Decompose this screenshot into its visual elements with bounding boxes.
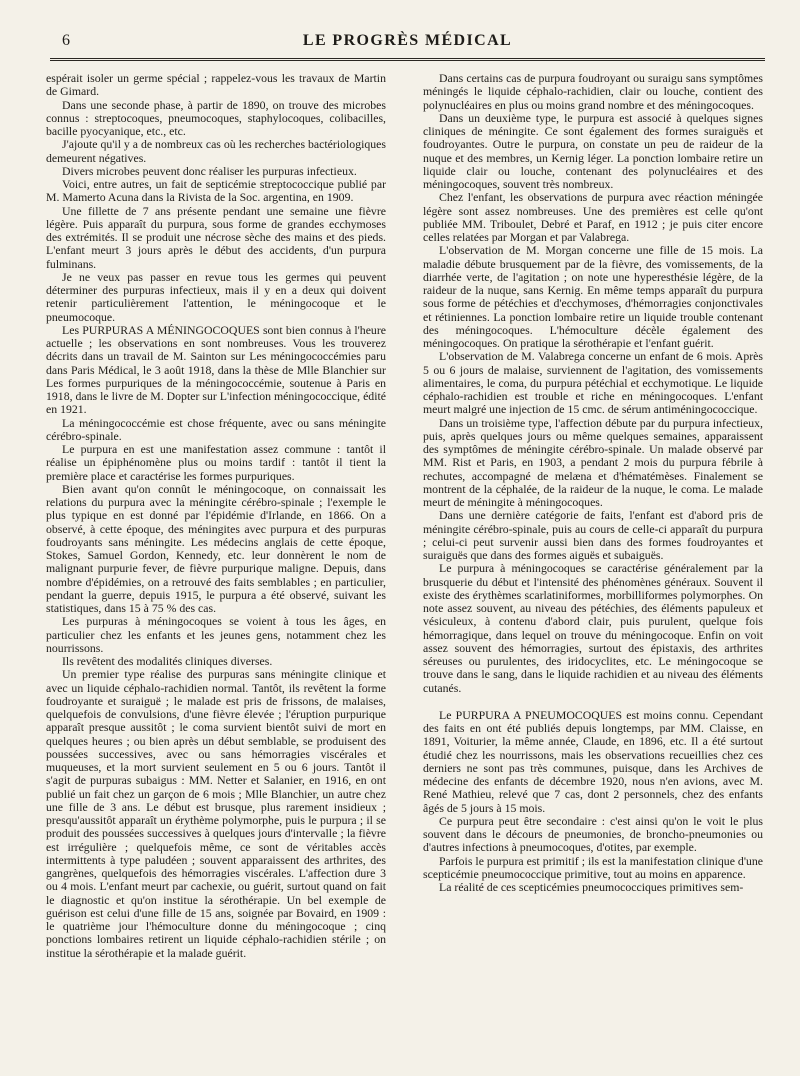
paragraph: Bien avant qu'on connût le méningocoque, on connaissait les relations du purpura avec la méningite cérébro-spinale ; l'exemple le plus typique en est donné par l'épidémie d'Irlande, en 1866. On a observé, à cette époque, des méningites avec purpura et des purpuras foudroyants sans méningite. Les médecins anglais de cette époque, Stokes, Samuel Gordon, Kennedy, etc. leur donnèrent le nom de malignant purpurie fever, de fièvre purpurique maligne. Depuis, dans nombre d'épidémies, on a retrouvé des faits semblables ; en particulier, pendant la guerre, depuis 1915, le purpura a été observé, suivant les statistiques, dans 15 à 75 % des cas.	[46, 481, 386, 615]
paragraph: Dans un troisième type, l'affection débute par du purpura infectieux, puis, après quelques jours ou même quelques semaines, apparaissent des symptômes de méningite cérébro-spinale. Un malade observé par MM. Rist et Paris, en 1903, a pendant 2 mois du purpura fébrile à rechutes, accompagné de melæna et d'hématémèses. Finalement se montrent de la céphalée, de la raideur de la nuque, le coma. Le malade meurt de méningite à méningocoques.	[423, 415, 763, 509]
paragraph: Voici, entre autres, un fait de septicémie streptococcique publié par M. Mamerto Acuna dans la Rivista de la Soc. argentina, en 1909.	[46, 177, 386, 205]
paragraph: L'observation de M. Morgan concerne une fille de 15 mois. La maladie débute brusquement par de la fièvre, des vomissements, de la diarrhée verte, de l'agitation ; on note une hyperesthésie légère, de la raideur de la nuque, sans Kernig. En même temps apparaît du purpura sous forme de pétéchies et d'ecchymoses, d'hémorragies conjonctivales et rétiniennes. La ponction lombaire retire un liquide trouble contenant des méningocoques. L'hémoculture décèle également des méningocoques. On pratique la sérothérapie et l'enfant guérit.	[423, 243, 763, 350]
journal-title: LE PROGRÈS MÉDICAL	[302, 32, 513, 49]
paragraph: La méningococcémie est chose fréquente, avec ou sans méningite cérébro-spinale.	[46, 415, 386, 443]
paragraph: Le purpura en est une manifestation assez commune : tantôt il réalise un épiphénomène plus ou moins tardif : tantôt il tient la première place et caractérise les formes purpuriques.	[46, 442, 386, 483]
paragraph: Dans certains cas de purpura foudroyant ou suraigu sans symptômes méningés le liquide céphalo-rachidien, clair ou louche, contient des polynucléaires en plus ou moins grand nombre et des méningocoques.	[423, 72, 763, 112]
paragraph: Dans une seconde phase, à partir de 1890, on trouve des microbes connus : streptocoques, pneumocoques, staphylocoques, colibacilles, bacille pyocyanique, etc., etc.	[46, 97, 386, 138]
paragraph: Une fillette de 7 ans présente pendant une semaine une fièvre légère. Puis apparaît du purpura, sous forme de grandes ecchymoses des extrémités. Il se produit une nécrose sèche des mains et des pieds. L'enfant meurt 3 jours après le début des accidents, d'un purpura fulminans.	[46, 203, 386, 271]
paragraph: Chez l'enfant, les observations de purpura avec réaction méningée légère sont assez nombreuses. Une des premières est celle qu'ont publiée MM. Triboulet, Debré et Paraf, en 1912 ; je puis citer encore celles relatées par Morgan et par Valabrega.	[423, 190, 763, 244]
paragraph: Ils revêtent des modalités cliniques diverses.	[62, 654, 273, 668]
paragraph: Le PURPURA A PNEUMOCOQUES est moins connu. Cependant des faits en ont été publiés depuis longtemps, par MM. Claisse, en 1891, Voiturier, la même année, Claude, en 1896, etc. Il a été surtout étudié chez les nourrissons, mais les observations recueillies chez ces derniers ne sont pas très communes, puisque, dans les Archives de médecine des enfants de décembre 1920, nous n'en avions, avec M. René Mathieu, relevé que 7 cas, dont 2 personnels, chez des enfants âgés de 5 jours à 15 mois.	[423, 707, 763, 815]
paragraph: Parfois le purpura est primitif ; ils est la manifestation clinique d'une scepticémie pneumococcique primitive, tout au moins en apparence.	[423, 853, 763, 881]
paragraph: Divers microbes peuvent donc réaliser les purpuras infectieux.	[62, 163, 357, 178]
page-number: 6	[62, 32, 70, 49]
paragraph: Ce purpura peut être secondaire : c'est ainsi qu'on le voit le plus souvent dans le décours de pneumonies, de broncho-pneumonies ou d'autres infections à pneumocoques, d'otites, par exemple.	[423, 813, 763, 855]
paragraph: Les purpuras à méningocoques se voient à tous les âges, en particulier chez les enfants et les jeunes gens, notamment chez les nourrissons.	[46, 614, 386, 655]
right-column	[423, 72, 763, 1062]
paragraph: La réalité de ces scepticémies pneumococciques primitives sem-	[439, 880, 744, 894]
left-column	[46, 72, 386, 1062]
paragraph: L'observation de M. Valabrega concerne un enfant de 6 mois. Après 5 ou 6 jours de malaise, surviennent de l'agitation, des vomissements alimentaires, le coma, du purpura pétéchial et ecchymotique. Le liquide céphalo-rachidien est trouble et riche en méningocoques. L'enfant meurt malgré une injection de 15 cmc. de sérum antiméningococcique.	[423, 349, 763, 417]
paragraph: J'ajoute qu'il y a de nombreux cas où les recherches bactériologiques demeurent négatives.	[46, 137, 386, 165]
paragraph: Dans un deuxième type, le purpura est associé à quelques signes cliniques de méningite. Ce sont également des formes suraiguës et foudroyantes. Outre le purpura, on constate un peu de raideur de la nuque et des membres, un Kernig léger. La ponction lombaire retire un liquide clair ou louche, contenant des polynucléaires et des méningocoques, souvent très nombreux.	[423, 110, 763, 191]
paragraph: Je ne veux pas passer en revue tous les germes qui peuvent déterminer des purpuras infectieux, mais il y en a deux qui doivent retenir particulièrement l'attention, le méningocoque et le pneumocoque.	[46, 269, 386, 324]
page-header	[50, 32, 765, 61]
paragraph: Le purpura à méningocoques se caractérise généralement par la brusquerie du début et l'intensité des phénomènes généraux. Souvent il existe des érythèmes scarlatiniformes, morbilliformes polymorphes. On note assez souvent, au niveau des pétéchies, des éléments papuleux et vésiculeux, à contenu d'abord clair, puis purulent, quelque fois hémorragique, dans lequel on trouve du méningocoque. Enfin on voit assez souvent des hémorragies, surtout des épistaxis, des arthrites séreuses ou purulentes, des iridocyclites, etc. Le méningocoque se trouve dans le sang, dans le liquide rachidien et au niveau des éléments cutanés.	[423, 561, 763, 695]
paragraph: Les PURPURAS A MÉNINGOCOQUES sont bien connus à l'heure actuelle ; les observations en sont nombreuses. Vous les trouverez décrits dans un travail de M. Sainton sur Les méningococcémies paru dans Paris Médical, le 3 août 1918, dans la thèse de Mlle Blanchier sur Les formes purpuriques de la méningococcémie, soutenue à Paris en 1918, dans le livre de M. Dopter sur L'infection méningococcique, édité en 1921.	[46, 322, 386, 417]
paragraph: Un premier type réalise des purpuras sans méningite clinique et avec un liquide céphalo-rachidien normal. Tantôt, ils revêtent la forme foudroyante et suraiguë ; le malade est pris de frissons, de malaises, quelquefois de convulsions, d'une fièvre élevée ; l'éruption purpurique apparaît presque aussitôt ; le coma survient bientôt suivi de mort en quelques heures ; ou bien après un début semblable, se produisent des poussées successives, avec ou sans hémorragies viscérales et muqueuses, et la mort survient seulement en 5 ou 6 jours. Tantôt il s'agit de purpuras subaigus : MM. Netter et Salanier, en 1916, en ont publié un fait chez un garçon de 6 mois ; Mlle Blanchier, un autre chez une fille de 3 ans. Le début est brusque, plus rarement insidieux ; presqu'aussitôt apparaît un érythème polymorphe, puis le purpura ; il se produit des poussées successives à quelques jours d'intervalle ; la fièvre est irrégulière ; quelquefois même, ce sont de véritables accès intermittents à type paludéen ; souvent apparaissent des arthrites, des gangrènes, quelquefois des hémorragies viscérales. L'affection dure 3 ou 4 mois. L'enfant meurt par cachexie, ou guérit, surtout quand on fait le diagnostic et qu'on institue la sérothérapie. Un bel exemple de guérison est celui d'une fille de 15 ans, soignée par Bovaird, en 1909 : le quatrième jour l'hémoculture donne du méningocoque ; cinq ponctions lombaires retirent un liquide céphalo-rachidien stérile ; on institue la sérothérapie et la malade guérit.	[46, 667, 386, 960]
paragraph: Dans une dernière catégorie de faits, l'enfant est d'abord pris de méningite cérébro-spinale, puis au cours de celle-ci apparaît du purpura ; celui-ci peut survenir aussi bien dans des formes foudroyantes et suraiguës que dans des formes aiguës et subaiguës.	[423, 508, 763, 562]
paragraph: espérait isoler un germe spécial ; rappelez-vous les travaux de Martin de Gimard.	[46, 72, 386, 99]
